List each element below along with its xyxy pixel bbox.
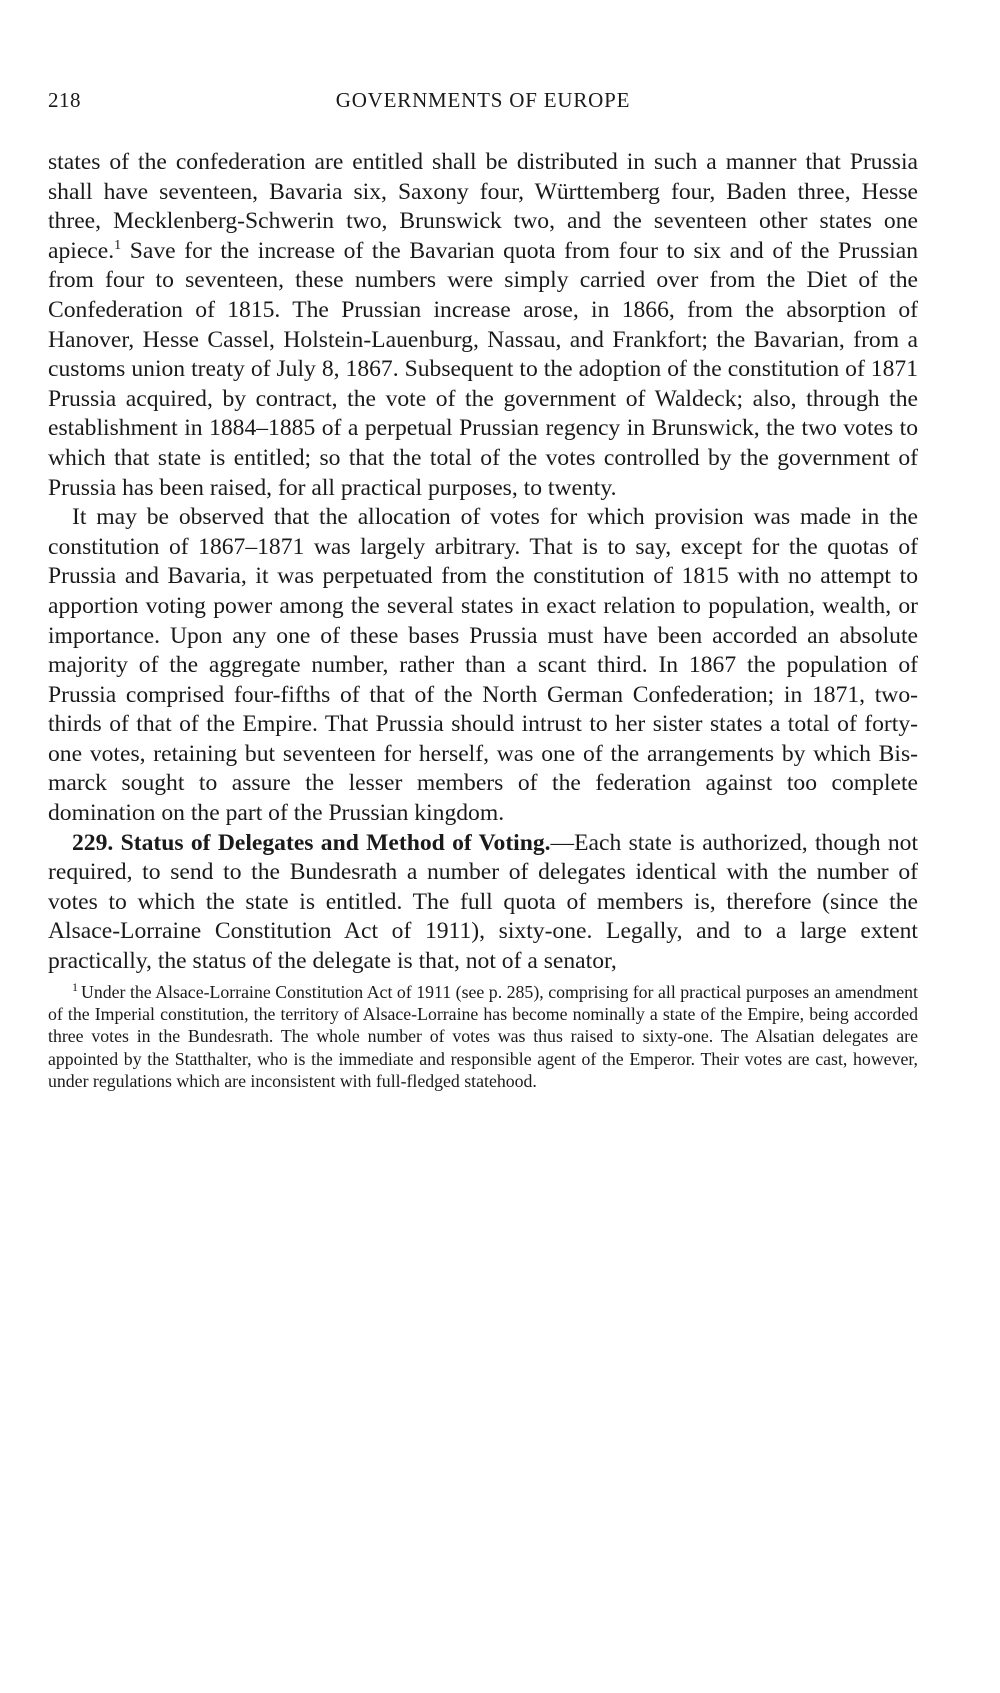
paragraph-1 (48, 148, 918, 503)
footnote-marker: 1 (72, 979, 78, 994)
page-number: 218 (48, 88, 81, 112)
footnote (48, 981, 918, 1092)
book-page (48, 88, 918, 1092)
running-head (48, 88, 918, 122)
running-title: GOVERNMENTS OF EUROPE (335, 88, 631, 112)
paragraph-2: It may be observed that the allocation of votes for which provision was made in the constitution of 1867–1871 was largely arbitrary. That is to say, except for the quotas of Prussia and Bavaria, it was perpetuated from the constitution of 1815 with no attempt to apportion voting power among the several states in exact relation to population, wealth, or importance. Upon any one of these bases Prussia must have been accorded an absolute majority of the aggregate number, rather than a scant third. In 1867 the population of Prussia comprised four-fifths of that of the North German Confederation; in 1871, two-thirds of that of the Empire. That Prussia should intrust to her sister states a total of forty-one votes, retaining but seventeen for herself, was one of the arrangements by which Bismarck sought to assure the lesser members of the federation against too complete domination on the part of the Prussian kingdom. (48, 504, 918, 827)
body-text (48, 148, 918, 977)
paragraph-3 (48, 829, 918, 977)
footnote-reference: 1 (114, 237, 122, 253)
paragraph-1-text-b: Save for the increase of the Bavarian quota from four to six and of the Prussian from four to seventeen, these numbers were simply carried over from the Diet of the Confederation of 1815. The Prussian increase arose, in 1866, from the absorption of Hanover, Hesse Cassel, Holstein-Lauenburg, Nassau, and Frankfort; the Bavarian, from a customs union treaty of July 8, 1867. Subsequent to the adoption of the constitution of 1871 Prussia acquired, by contract, the vote of the government of Waldeck; also, through the establishment in 1884–1885 of a perpetual Prussian regency in Brunswick, the two votes to which that state is entitled; so that the total of the votes controlled by the government of Prussia has been raised, for all practical purposes, to twenty. (48, 237, 918, 501)
section-heading: Status of Delegates and Method of Voting. (120, 829, 551, 856)
footnotes (48, 981, 918, 1092)
paragraph-3-text: —Each state is authorized, though not required, to send to the Bundesrath a number of delegates identical with the number of votes to which the state is entitled. The full quota of members is, therefore (since the Alsace-Lorraine Constitution Act of 1911), sixty-one. Legally, and to a large extent practically, the status of the delegate is that, not of a senator, (48, 829, 918, 975)
section-number: 229. (72, 829, 114, 856)
footnote-text: Under the Alsace-Lorraine Constitution Act of 1911 (see p. 285), comprising for all practical purposes an amendment of the Imperial constitution, the territory of Alsace-Lorraine has become nominally a state of the Empire, being accorded three votes in the Bundesrath. The whole number of votes was thus raised to sixty-one. The Alsatian delegates are appointed by the Statthalter, who is the immediate and responsible agent of the Emperor. Their votes are cast, however, under regulations which are inconsistent with full-fledged statehood. (48, 981, 918, 1091)
paragraph-1-text-a: states of the confederation are entitled shall be distributed in such a manner that Prussia shall have seventeen, Bavaria six, Saxony four, Württemberg four, Baden three, Hesse three, Mecklenberg-Schwerin two, Brunswick two, and the seventeen other states one apiece. (48, 149, 918, 264)
